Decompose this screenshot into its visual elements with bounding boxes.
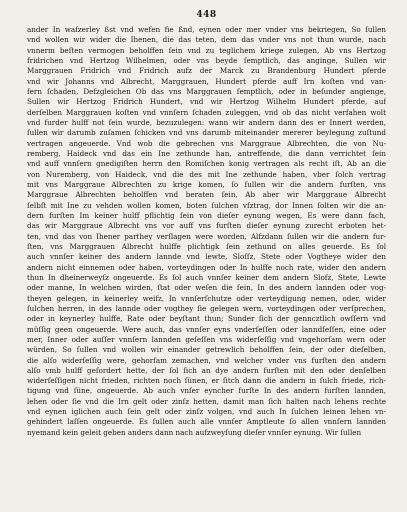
text-line: vnd furder hulff not ſein wurde, bezuzulegen: wann wir andern dann des er Innert werden, bbox=[27, 117, 386, 127]
text-line: oder in keynerley hulffe, Rate oder beyſtant thun; Sunder ſich der genncztlich owſſern vnd bbox=[27, 314, 386, 324]
text-line: Sullen wir Hertzog Fridrich Hundert, vnd wir Hertzog Wilhelm Hundert pferde, auf bbox=[27, 97, 386, 107]
text-line: vnnerm beſten vermogen beholffen ſein vnd zu teglichem kriege zulegen, Ab vns Hertzog bbox=[27, 45, 386, 55]
text-line: ſullen wir darumb zuſamen ſchicken vnd vns darumb miteinander mererer beylegung zuſtund bbox=[27, 128, 386, 138]
text-line: die alſo widerſeſſig were, gehorſam zemachen, vnd welcher vnder vns furſten den andern bbox=[27, 355, 386, 365]
text-line: Marggraue Albrechten beholffen vnd beraten ſein, Ab aber wir Marggraue Albrecht bbox=[27, 190, 386, 200]
text-line: würden, So ſullen vnd wollen wir einander getrewlich beholffen ſein, der oder dieſelben, bbox=[27, 345, 386, 355]
text-line: dern furſten Im keiner hulff pflichtig ſein von dieſer eynung wegen, Es were dann fach, bbox=[27, 210, 386, 220]
text-line: vnd auff vnnſern gnedigiſten herrn den Romiſchen konig vertragen als recht iſt, Ab an die bbox=[27, 159, 386, 169]
text-line: tigung vnd ſüne, ongeuerde. Ab auch vnſer eyncher furſte In des andern furſten lannden, bbox=[27, 386, 386, 396]
text-line: müſſig geen ongeuerde. Were auch, das vnnſer eyns vnderſeſſen oder lanndſeſſen, eine oder bbox=[27, 324, 386, 334]
text-line: widerſeſſigen nicht frieden, richten noch ſünen, er ſitch dann die andern in ſulch friede, rich- bbox=[27, 376, 386, 386]
text-line: gehindert laſſen ongeuerde. Es ſullen auch alle vnnſer Amptleute ſo allen vnnſern lannden bbox=[27, 417, 386, 427]
text-line: fridrichen vnd Hertzog Wilhelmen, oder vns beyde ſemptlich, das anginge, Sullen wir bbox=[27, 55, 386, 65]
text-line: mit vns Marggraue Albrechten zu krige komen, ſo ſullen wir die andern furſten, vns bbox=[27, 179, 386, 189]
text-line: von Nuremberg, von Haideck, vnd die des mit Ine zethunde haben, vber ſolch vertrag bbox=[27, 169, 386, 179]
text-line: mer, Inner oder auſſer vnnſern lannden geſeſſen vns widerſeſſig vnd vngehorſam wern oder bbox=[27, 334, 386, 344]
body-text bbox=[27, 25, 386, 438]
text-line: vnd wollen wir wider die Ihenen, die das teten, dem das vnder vns not thun wurde, nach bbox=[27, 35, 386, 45]
text-line: vnd wir Johanns vnd Albrecht, Marggrauen, Hundert pferde auff Irn koſten vnd van- bbox=[27, 76, 386, 86]
text-line: thun In dheinerweyſz ongeuerde. Es ſol auch vnnſer keiner dem andern Slofz, Stete, Lewte bbox=[27, 272, 386, 282]
text-line: theyen gelegen, in keinerley weifz, In vnnſerſchutze oder verteydigung nemen, oder, wider bbox=[27, 293, 386, 303]
text-line: ſulchen herren, in des lannde oder vogthey ſie gelegen wern, vorteydingen oder verſprechen, bbox=[27, 303, 386, 313]
text-line: fern ſchaden, Defzgleichen Ob das vns Marggrauen ſemptlich, oder in beſunder angienge, bbox=[27, 86, 386, 96]
text-line: Marggrauen Fridrich vnd Fridrich aufz der Marck zu Brandenburg Hundert pferde bbox=[27, 66, 386, 76]
text-line: alſo vmb hulff geſordert hette, der ſol ſich an dye andern furſten mit den oder denſelben bbox=[27, 365, 386, 375]
text-line: andern nicht einnemen oder haben, vorteydingen oder In hulffe noch rate, wider den andern bbox=[27, 262, 386, 272]
text-line: ſelbſt mit Ine zu vehden wollen komen, boten ſulchen vfztrag, dor Innen ſolten wir die an- bbox=[27, 200, 386, 210]
text-line: remberg, Haideck vnd das ein Ine zethunde han, antreffende, die dann verrichtet ſein bbox=[27, 148, 386, 158]
text-line: vnd eynen iglichen auch ſein gelt oder zinſz volgen, vnd auch In ſulchen leinen lehen vn- bbox=[27, 407, 386, 417]
text-line: oder manne, In welchen wirden, ſtat oder weſen die ſein, In des andern lannden oder vog- bbox=[27, 283, 386, 293]
text-line: das wir Marggraue Albrecht vns vor auff vns furſten dieſer eynung zurecht erboten het- bbox=[27, 221, 386, 231]
text-line: derſelben Marggrauen koſten vnd vnnſern ſchaden zuleggen, vnd ob das nicht verfahen wolt bbox=[27, 107, 386, 117]
text-line: nyemand kein geleit geben anders dann nach aufzweyſung dieſer vnnſer eynung. Wir ſullen bbox=[27, 427, 362, 437]
text-line: ander In wafzerley ßst vnd wefen fie ßnd, eynen oder mer vnder vns bekriegen, So ſullen bbox=[27, 25, 386, 34]
text-line: lehen oder ſie vnd die Irn gelt oder zinſz hetten, damit man ſich halten nach lehens rechte bbox=[27, 396, 386, 406]
page-number: 448 bbox=[196, 10, 217, 20]
text-line: ten, vnd das von Ihener parthey verſlagen were worden, Alfzdann ſullen wir die andern fur- bbox=[27, 231, 386, 241]
text-line: vertragen angeuerde. Vnd wob die gebrechen vns Marggraue Albrechten, die von Nu- bbox=[27, 138, 386, 148]
text-line: ſten, vns Marggrauen Albrecht hulffe plichtigk ſein zethund on alles geuerde. Es ſol bbox=[27, 241, 386, 251]
text-line: auch vnnſer keiner des andern lannde vnd lewte, Sloſſz, Stete oder Vogtheye wider den bbox=[27, 252, 386, 262]
